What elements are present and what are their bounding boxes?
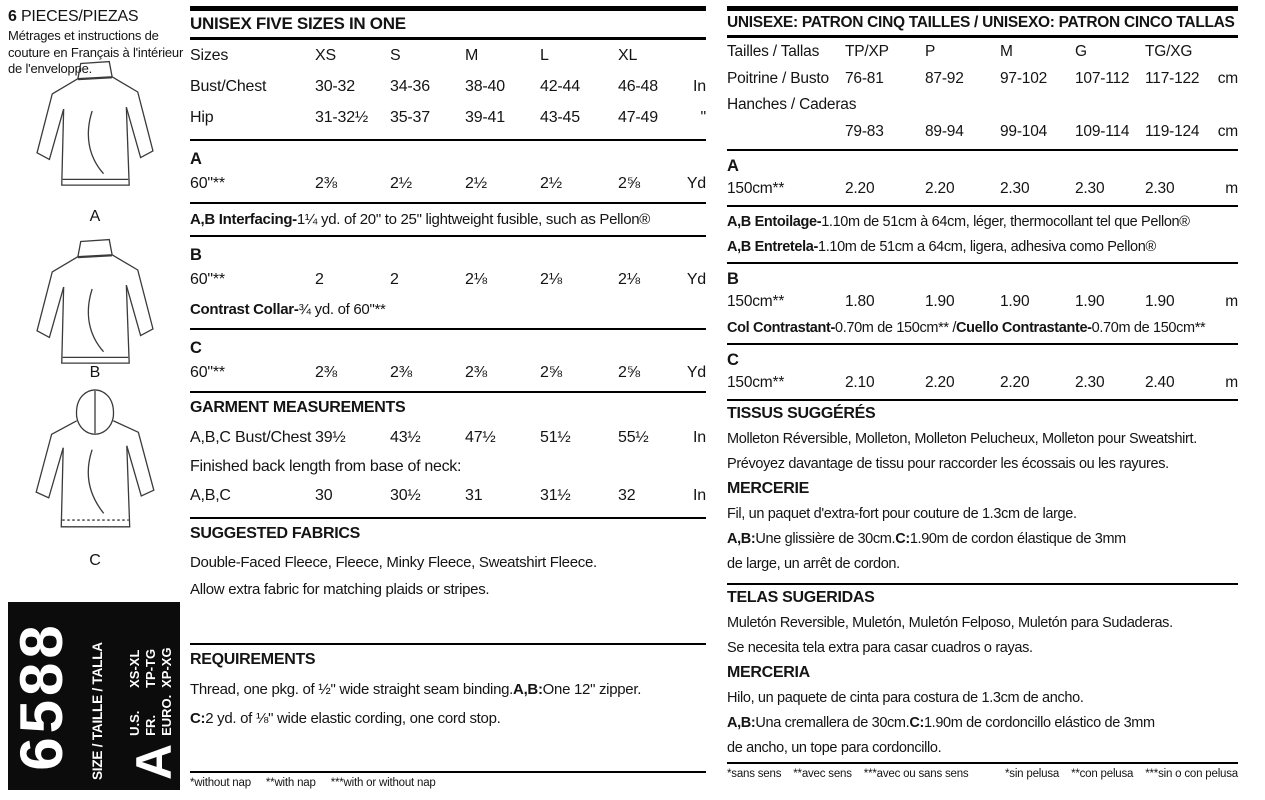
unit-cell: In	[693, 487, 706, 504]
cuello-contrastante-text: 0.70m de 150cm**	[1091, 319, 1206, 336]
unit-cell: cm	[1217, 69, 1238, 87]
view-c-label: C:	[190, 710, 206, 727]
pullover-back-drawing	[30, 54, 160, 206]
english-column	[190, 6, 706, 789]
sketch-label-c: C	[89, 552, 101, 569]
yardage-cell: 2⅝	[618, 363, 640, 381]
measure-cell: 31½	[540, 487, 571, 504]
garment-sketch-view-c	[30, 388, 160, 548]
view-letter: C	[727, 351, 739, 369]
tissus-line: Molleton Réversible, Molleton, Molleton Pelucheux, Molleton pour Sweatshirt.	[727, 430, 1197, 447]
spanish-fabrics-notions-section	[727, 585, 1238, 764]
entoilage-text: 1.10m de 51cm à 64cm, léger, thermocollant tel que Pellon®	[821, 213, 1190, 230]
yardage-cell: 2	[390, 270, 399, 288]
pattern-number-badge	[8, 602, 180, 790]
suggested-fabrics-title: SUGGESTED FABRICS	[190, 525, 361, 542]
requirements-line	[190, 704, 706, 733]
garment-sketch-view-b	[30, 232, 160, 384]
metrage-cell: 2.30	[1075, 374, 1105, 391]
measure-cell: 89-94	[925, 122, 964, 140]
yardage-cell: 2⅜	[390, 363, 412, 381]
size-cell: P	[925, 42, 936, 60]
entoilage-note	[727, 209, 1238, 234]
measure-cell: 109-114	[1075, 122, 1130, 140]
footnote-without-nap: *without nap	[190, 777, 251, 789]
unit-cell: Yd	[686, 363, 706, 381]
metrage-cell: 2.20	[925, 374, 955, 391]
footnote-sin-o-con-pelusa: ***sin o con pelusa	[1145, 768, 1238, 780]
sketch-label-b: B	[89, 364, 101, 381]
pieces-label: PIECES/PIEZAS	[16, 8, 139, 25]
footnote-with-or-without-nap: ***with or without nap	[330, 777, 436, 789]
body-measurements-table	[190, 40, 706, 141]
unit-cell: "	[700, 108, 706, 126]
fabric-width-label: 60"**	[190, 363, 225, 381]
measure-cell: 47½	[465, 429, 496, 446]
measure-cell: 38-40	[465, 77, 505, 95]
merceria-line	[727, 710, 1238, 735]
contrast-collar-label: Contrast Collar-	[190, 300, 299, 318]
footnote-sans-sens: *sans sens	[727, 768, 782, 780]
garment-sketch-view-a	[30, 54, 160, 206]
mercerie-line	[727, 526, 1238, 551]
measure-cell: 51½	[540, 429, 571, 446]
view-c-label: C:	[895, 530, 910, 547]
metrage-cell: 2.20	[1000, 374, 1030, 391]
interfacing-note	[190, 204, 706, 237]
contrast-collar-text: ¾ yd. of 60"**	[298, 300, 386, 318]
merceria-text: 1.90m de cordoncillo elástico de 3mm	[923, 714, 1155, 731]
unit-cell: m	[1225, 180, 1238, 197]
size-cell: G	[1075, 42, 1087, 60]
unit-cell: Yd	[686, 174, 706, 192]
row-label: Tailles / Tallas	[727, 42, 820, 60]
badge-region-label: U.S.	[126, 710, 142, 736]
hip-row	[190, 102, 706, 133]
metrage-row	[727, 370, 1238, 396]
fabric-width-label: 150cm**	[727, 293, 785, 310]
telas-line: Muletón Reversible, Muletón, Muletón Felposo, Muletón para Sudaderas.	[727, 614, 1173, 631]
yardage-cell: 2⅛	[540, 270, 562, 288]
measure-cell: 42-44	[540, 77, 580, 95]
measure-cell: 79-83	[845, 122, 884, 140]
col-contrastant-text: 0.70m de 150cm** /	[834, 319, 957, 336]
tissus-line: Prévoyez davantage de tissu pour raccorder les écossais ou les rayures.	[727, 455, 1169, 472]
unit-cell: cm	[1217, 122, 1238, 140]
fabric-width-label: 60"**	[190, 270, 225, 288]
badge-row-fr	[143, 647, 158, 735]
yardage-row	[190, 265, 706, 294]
suggested-fabrics-section	[190, 519, 706, 645]
hip-label-row-metric: Hanches / Caderas	[727, 96, 857, 113]
pullover-back-drawing	[30, 232, 160, 384]
yardage-row	[190, 358, 706, 387]
badge-size-letter: A	[125, 743, 182, 780]
row-label: Sizes	[190, 46, 229, 64]
yardage-cell: 2½	[465, 174, 487, 192]
unit-cell: In	[693, 77, 706, 95]
mercerie-title: MERCERIE	[727, 479, 810, 497]
badge-rotated-content	[8, 602, 180, 790]
hooded-pullover-back-drawing	[30, 388, 160, 548]
pattern-number: 6588	[8, 621, 75, 771]
measure-cell: 43-45	[540, 108, 580, 126]
yardage-cell: 2⅝	[540, 363, 562, 381]
view-letter: A	[727, 157, 739, 175]
entretela-note	[727, 234, 1238, 259]
bust-chest-row	[190, 71, 706, 102]
metrage-cell: 2.10	[845, 374, 875, 391]
entretela-text: 1.10m de 51cm a 64cm, ligera, adhesiva como Pellon®	[817, 238, 1156, 255]
metrage-cell: 1.90	[1000, 293, 1030, 310]
bust-row-metric	[727, 65, 1238, 92]
interfacing-text: 1¼ yd. of 20" to 25" lightweight fusible, such as Pellon®	[296, 211, 651, 228]
fabrics-line: Double-Faced Fleece, Fleece, Minky Fleece, Sweatshirt Fleece.	[190, 554, 597, 571]
requirements-title: REQUIREMENTS	[190, 651, 316, 668]
size-cell: M	[465, 46, 479, 64]
mercerie-text: Une glissière de 30cm.	[755, 530, 896, 547]
row-label: A,B,C	[190, 487, 231, 504]
size-cell: M	[1000, 42, 1013, 60]
entoilage-label: A,B Entoilage-	[727, 213, 822, 230]
tissus-title: TISSUS SUGGÉRÉS	[727, 404, 876, 422]
unit-cell: Yd	[686, 270, 706, 288]
metrage-view-a	[727, 151, 1238, 207]
measure-cell: 119-124	[1145, 122, 1200, 140]
merceria-text: Una cremallera de 30cm.	[755, 714, 910, 731]
badge-size-range: XP-XG	[158, 647, 174, 688]
merceria-title: MERCERIA	[727, 663, 810, 681]
french-spanish-footnotes	[727, 768, 1238, 780]
view-letter: C	[190, 339, 202, 357]
yardage-cell: 2⅜	[315, 174, 337, 192]
badge-row-us	[127, 647, 142, 735]
footnote-sin-pelusa: *sin pelusa	[1005, 768, 1060, 780]
size-cell: L	[540, 46, 549, 64]
garment-measurements-title: GARMENT MEASUREMENTS	[190, 399, 406, 416]
hip-values-row-metric	[727, 118, 1238, 145]
spanish-footnotes	[1005, 768, 1238, 780]
badge-size-range: XS-XL	[126, 649, 142, 688]
size-cell: S	[390, 46, 401, 64]
pieces-count-line	[8, 8, 138, 25]
requirements-text: Thread, one pkg. of ½" wide straight seam binding.	[190, 681, 514, 698]
yardage-cell: 2⅝	[618, 174, 640, 192]
measure-cell: 55½	[618, 429, 649, 446]
view-letter: B	[727, 270, 739, 288]
yardage-cell: 2½	[390, 174, 412, 192]
measure-cell: 46-48	[618, 77, 658, 95]
measure-cell: 32	[618, 487, 636, 504]
metrage-cell: 2.40	[1145, 374, 1175, 391]
requirements-line	[190, 675, 706, 704]
metrage-cell: 1.90	[925, 293, 955, 310]
sketch-label-a: A	[89, 208, 101, 225]
metrage-cell: 1.80	[845, 293, 875, 310]
fabric-width-label: 150cm**	[727, 180, 785, 197]
metrage-cell: 2.30	[1075, 180, 1105, 197]
english-footnotes	[190, 777, 706, 789]
col-contrastant-label: Col Contrastant-	[727, 319, 835, 336]
size-cell: TG/XG	[1145, 42, 1193, 60]
yardage-view-c	[190, 330, 706, 393]
back-length-note: Finished back length from base of neck:	[190, 458, 462, 475]
measure-cell: 76-81	[845, 69, 884, 87]
measure-cell: 97-102	[1000, 69, 1048, 87]
merceria-line: Hilo, un paquete de cinta para costura de 1.3cm de ancho.	[727, 689, 1084, 706]
interfacing-label: A,B Interfacing-	[190, 211, 297, 228]
row-label: Poitrine / Busto	[727, 69, 829, 87]
metrage-cell: 2.30	[1000, 180, 1030, 197]
contrast-collar-note	[190, 294, 706, 324]
measure-cell: 39-41	[465, 108, 505, 126]
views-ab-label: A,B:	[727, 530, 756, 547]
yardage-cell: 2⅛	[465, 270, 487, 288]
french-spanish-column	[727, 6, 1238, 780]
interfacing-notes-metric	[727, 207, 1238, 264]
metrage-cell: 1.90	[1075, 293, 1105, 310]
footnote-avec-ou-sans-sens: ***avec ou sans sens	[863, 768, 969, 780]
metrage-cell: 2.20	[925, 180, 955, 197]
yardage-view-b	[190, 237, 706, 330]
metrage-view-b	[727, 264, 1238, 345]
row-label: A,B,C Bust/Chest	[190, 429, 312, 446]
yardage-cell: 2⅛	[618, 270, 640, 288]
fabric-width-label: 150cm**	[727, 374, 785, 391]
yardage-cell: 2½	[540, 174, 562, 192]
yardage-row	[190, 169, 706, 198]
view-c-label: C:	[909, 714, 924, 731]
body-measurements-table-metric	[727, 38, 1238, 151]
fabric-width-label: 60"**	[190, 174, 225, 192]
contrast-collar-note-metric	[727, 315, 1238, 340]
measure-cell: 30½	[390, 487, 421, 504]
yardage-cell: 2⅜	[315, 363, 337, 381]
badge-row-euro	[159, 647, 174, 735]
measure-cell: 107-112	[1075, 69, 1130, 87]
yardage-cell: 2	[315, 270, 324, 288]
badge-size-table	[125, 612, 182, 780]
requirements-section	[190, 645, 706, 773]
badge-size-range: TP-TG	[142, 648, 158, 688]
french-fabrics-notions-section	[727, 401, 1238, 585]
metrage-cell: 1.90	[1145, 293, 1175, 310]
views-ab-label: A,B:	[727, 714, 756, 731]
views-ab-label: A,B:	[513, 681, 543, 698]
telas-title: TELAS SUGERIDAS	[727, 588, 875, 606]
mercerie-line: de large, un arrêt de cordon.	[727, 555, 900, 572]
cuello-contrastante-label: Cuello Contrastante-	[956, 319, 1092, 336]
badge-size-caption: SIZE / TAILLE / TALLA	[90, 642, 106, 780]
badge-region-label: FR.	[142, 714, 158, 736]
metrage-view-c	[727, 345, 1238, 401]
measure-cell: 30-32	[315, 77, 355, 95]
measure-cell: 31-32½	[315, 108, 369, 126]
back-length-row	[190, 481, 706, 511]
requirements-text: 2 yd. of ⅛" wide elastic cording, one cord stop.	[205, 710, 501, 727]
mercerie-text: 1.90m de cordon élastique de 3mm	[909, 530, 1126, 547]
measure-cell: 34-36	[390, 77, 430, 95]
yardage-cell: 2⅜	[465, 363, 487, 381]
merceria-line: de ancho, un tope para cordoncillo.	[727, 739, 942, 756]
unit-cell: In	[693, 429, 706, 446]
size-cell: XL	[618, 46, 638, 64]
measure-cell: 99-104	[1000, 122, 1048, 140]
pieces-count: 6	[8, 8, 17, 25]
measure-cell: 39½	[315, 429, 346, 446]
telas-line: Se necesita tela extra para casar cuadros o rayas.	[727, 639, 1033, 656]
measure-cell: 35-37	[390, 108, 430, 126]
metrage-row	[727, 176, 1238, 202]
footnote-con-pelusa: **con pelusa	[1071, 768, 1134, 780]
sizes-header-row	[190, 40, 706, 71]
measure-cell: 47-49	[618, 108, 658, 126]
badge-region-label: EURO.	[158, 694, 174, 736]
metrage-cell: 2.30	[1145, 180, 1175, 197]
french-footnotes	[727, 768, 968, 780]
english-title: UNISEX FIVE SIZES IN ONE	[190, 6, 706, 40]
footnote-with-nap: **with nap	[265, 777, 316, 789]
sizes-header-row	[727, 38, 1238, 65]
entretela-label: A,B Entretela-	[727, 238, 818, 255]
footnote-avec-sens: **avec sens	[793, 768, 852, 780]
row-label: Hip	[190, 108, 214, 126]
measure-cell: 117-122	[1145, 69, 1200, 87]
unit-cell: m	[1225, 374, 1238, 391]
french-instructions-note: Métrages et instructions de couture en Français à l'intérieur de l'enveloppe.	[8, 28, 184, 77]
metrage-cell: 2.20	[845, 180, 875, 197]
view-letter: A	[190, 150, 202, 168]
garment-bust-row	[190, 423, 706, 453]
measure-cell: 87-92	[925, 69, 964, 87]
french-spanish-title: UNISEXE: PATRON CINQ TAILLES / UNISEXO: PATRON CINCO TALLAS	[727, 6, 1238, 38]
measure-cell: 31	[465, 487, 483, 504]
measure-cell: 30	[315, 487, 333, 504]
fabrics-line: Allow extra fabric for matching plaids or stripes.	[190, 581, 490, 598]
mercerie-line: Fil, un paquet d'extra-fort pour couture de 1.3cm de large.	[727, 505, 1077, 522]
view-letter: B	[190, 246, 202, 264]
size-cell: TP/XP	[845, 42, 889, 60]
unit-cell: m	[1225, 293, 1238, 310]
measure-cell: 43½	[390, 429, 421, 446]
row-label: Bust/Chest	[190, 77, 267, 95]
size-cell: XS	[315, 46, 336, 64]
metrage-row	[727, 289, 1238, 315]
yardage-view-a	[190, 141, 706, 204]
garment-measurements-section	[190, 393, 706, 519]
requirements-text: One 12" zipper.	[542, 681, 642, 698]
